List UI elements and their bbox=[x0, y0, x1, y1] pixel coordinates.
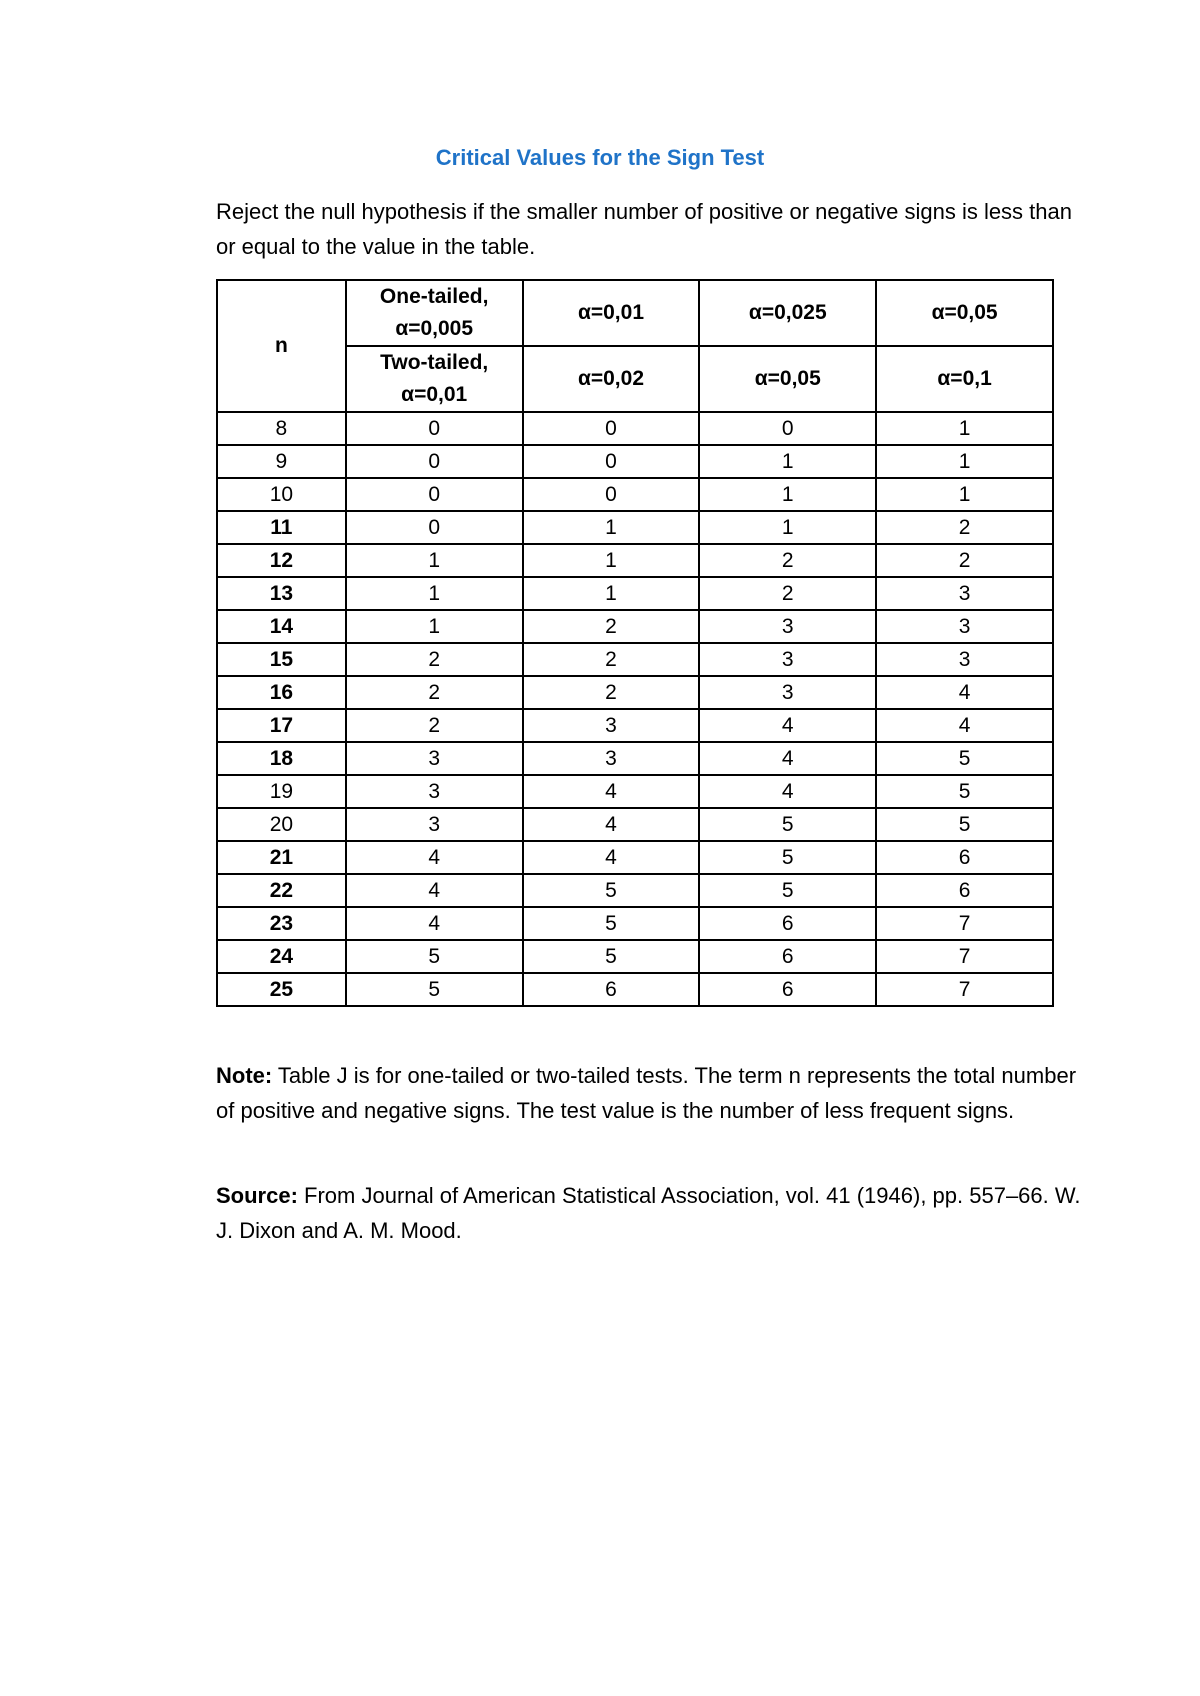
source-paragraph bbox=[216, 1178, 1096, 1248]
value-cell: 1 bbox=[876, 445, 1053, 478]
row-n-cell: 16 bbox=[217, 676, 346, 709]
value-cell: 4 bbox=[523, 808, 700, 841]
two-tailed-label: Two-tailed, bbox=[380, 351, 489, 374]
value-cell: 5 bbox=[523, 940, 700, 973]
value-cell: 1 bbox=[699, 478, 876, 511]
value-cell: 4 bbox=[699, 775, 876, 808]
value-cell: 1 bbox=[699, 445, 876, 478]
value-cell: 3 bbox=[346, 775, 523, 808]
table-row bbox=[217, 610, 1053, 643]
value-cell: 2 bbox=[699, 577, 876, 610]
one-tailed-col-1: α=0,01 bbox=[523, 280, 700, 346]
value-cell: 1 bbox=[699, 511, 876, 544]
table-row bbox=[217, 511, 1053, 544]
value-cell: 0 bbox=[346, 412, 523, 445]
table-row bbox=[217, 775, 1053, 808]
value-cell: 2 bbox=[523, 643, 700, 676]
note-paragraph bbox=[216, 1058, 1096, 1128]
table-row bbox=[217, 874, 1053, 907]
row-n-cell: 21 bbox=[217, 841, 346, 874]
value-cell: 1 bbox=[346, 610, 523, 643]
value-cell: 3 bbox=[699, 610, 876, 643]
table-row bbox=[217, 676, 1053, 709]
two-tailed-header bbox=[346, 346, 523, 412]
value-cell: 0 bbox=[346, 511, 523, 544]
value-cell: 0 bbox=[346, 478, 523, 511]
row-n-cell: 20 bbox=[217, 808, 346, 841]
value-cell: 1 bbox=[523, 577, 700, 610]
value-cell: 2 bbox=[523, 610, 700, 643]
two-tailed-col-2: α=0,05 bbox=[699, 346, 876, 412]
value-cell: 4 bbox=[346, 874, 523, 907]
value-cell: 1 bbox=[523, 511, 700, 544]
value-cell: 2 bbox=[346, 709, 523, 742]
value-cell: 1 bbox=[876, 412, 1053, 445]
value-cell: 5 bbox=[876, 808, 1053, 841]
value-cell: 5 bbox=[876, 775, 1053, 808]
intro-paragraph: Reject the null hypothesis if the smaller number of positive or negative signs is less than or equal to the value in the table. bbox=[216, 199, 1072, 259]
value-cell: 5 bbox=[346, 940, 523, 973]
two-tailed-alpha: α=0,01 bbox=[401, 383, 468, 406]
value-cell: 0 bbox=[523, 412, 700, 445]
table-row bbox=[217, 907, 1053, 940]
value-cell: 4 bbox=[346, 907, 523, 940]
n-header: n bbox=[217, 280, 346, 412]
note-label: Note: bbox=[216, 1063, 273, 1088]
value-cell: 5 bbox=[699, 841, 876, 874]
value-cell: 4 bbox=[699, 742, 876, 775]
row-n-cell: 18 bbox=[217, 742, 346, 775]
value-cell: 2 bbox=[876, 511, 1053, 544]
value-cell: 5 bbox=[523, 907, 700, 940]
row-n-cell: 8 bbox=[217, 412, 346, 445]
value-cell: 7 bbox=[876, 907, 1053, 940]
row-n-cell: 17 bbox=[217, 709, 346, 742]
value-cell: 4 bbox=[523, 775, 700, 808]
value-cell: 5 bbox=[346, 973, 523, 1006]
row-n-cell: 23 bbox=[217, 907, 346, 940]
value-cell: 3 bbox=[523, 742, 700, 775]
critical-values-table bbox=[216, 279, 1054, 1007]
value-cell: 5 bbox=[523, 874, 700, 907]
one-tailed-header bbox=[346, 280, 523, 346]
value-cell: 0 bbox=[346, 445, 523, 478]
value-cell: 5 bbox=[699, 874, 876, 907]
value-cell: 2 bbox=[346, 643, 523, 676]
value-cell: 2 bbox=[876, 544, 1053, 577]
one-tailed-col-2: α=0,025 bbox=[699, 280, 876, 346]
value-cell: 6 bbox=[699, 973, 876, 1006]
value-cell: 4 bbox=[346, 841, 523, 874]
table-row bbox=[217, 577, 1053, 610]
value-cell: 1 bbox=[346, 577, 523, 610]
row-n-cell: 22 bbox=[217, 874, 346, 907]
header-row-one-tailed bbox=[217, 280, 1053, 346]
source-text: From Journal of American Statistical Association, vol. 41 (1946), pp. 557–66. W. J. Dixon and A. M. Mood. bbox=[216, 1183, 1081, 1243]
one-tailed-alpha: α=0,005 bbox=[395, 317, 474, 340]
source-label: Source: bbox=[216, 1183, 298, 1208]
value-cell: 2 bbox=[699, 544, 876, 577]
two-tailed-col-3: α=0,1 bbox=[876, 346, 1053, 412]
value-cell: 4 bbox=[876, 709, 1053, 742]
row-n-cell: 14 bbox=[217, 610, 346, 643]
row-n-cell: 11 bbox=[217, 511, 346, 544]
table-row bbox=[217, 412, 1053, 445]
table-row bbox=[217, 643, 1053, 676]
table-row bbox=[217, 940, 1053, 973]
table-row bbox=[217, 973, 1053, 1006]
value-cell: 3 bbox=[876, 643, 1053, 676]
value-cell: 1 bbox=[346, 544, 523, 577]
table-row bbox=[217, 709, 1053, 742]
value-cell: 4 bbox=[523, 841, 700, 874]
one-tailed-label: One-tailed, bbox=[379, 285, 489, 308]
value-cell: 3 bbox=[699, 676, 876, 709]
table-row bbox=[217, 478, 1053, 511]
value-cell: 1 bbox=[876, 478, 1053, 511]
value-cell: 5 bbox=[876, 742, 1053, 775]
row-n-cell: 9 bbox=[217, 445, 346, 478]
value-cell: 3 bbox=[699, 643, 876, 676]
table-row bbox=[217, 742, 1053, 775]
value-cell: 7 bbox=[876, 940, 1053, 973]
value-cell: 6 bbox=[523, 973, 700, 1006]
two-tailed-col-1: α=0,02 bbox=[523, 346, 700, 412]
value-cell: 5 bbox=[699, 808, 876, 841]
note-text: Table J is for one-tailed or two-tailed tests. The term n represents the total number of positive and negative signs. The test value is the number of less frequent signs. bbox=[216, 1063, 1077, 1123]
value-cell: 4 bbox=[876, 676, 1053, 709]
value-cell: 6 bbox=[876, 841, 1053, 874]
row-n-cell: 24 bbox=[217, 940, 346, 973]
table-row bbox=[217, 808, 1053, 841]
value-cell: 4 bbox=[699, 709, 876, 742]
value-cell: 3 bbox=[523, 709, 700, 742]
row-n-cell: 19 bbox=[217, 775, 346, 808]
row-n-cell: 13 bbox=[217, 577, 346, 610]
value-cell: 3 bbox=[876, 577, 1053, 610]
value-cell: 3 bbox=[876, 610, 1053, 643]
table-body bbox=[217, 412, 1053, 1006]
value-cell: 2 bbox=[346, 676, 523, 709]
page-title: Critical Values for the Sign Test bbox=[435, 145, 765, 170]
value-cell: 6 bbox=[699, 907, 876, 940]
row-n-cell: 15 bbox=[217, 643, 346, 676]
value-cell: 6 bbox=[876, 874, 1053, 907]
row-n-cell: 12 bbox=[217, 544, 346, 577]
value-cell: 3 bbox=[346, 808, 523, 841]
value-cell: 0 bbox=[699, 412, 876, 445]
value-cell: 6 bbox=[699, 940, 876, 973]
row-n-cell: 25 bbox=[217, 973, 346, 1006]
table-row bbox=[217, 841, 1053, 874]
row-n-cell: 10 bbox=[217, 478, 346, 511]
value-cell: 0 bbox=[523, 478, 700, 511]
one-tailed-col-3: α=0,05 bbox=[876, 280, 1053, 346]
table-row bbox=[217, 544, 1053, 577]
value-cell: 3 bbox=[346, 742, 523, 775]
value-cell: 0 bbox=[523, 445, 700, 478]
table-row bbox=[217, 445, 1053, 478]
value-cell: 2 bbox=[523, 676, 700, 709]
value-cell: 7 bbox=[876, 973, 1053, 1006]
value-cell: 1 bbox=[523, 544, 700, 577]
